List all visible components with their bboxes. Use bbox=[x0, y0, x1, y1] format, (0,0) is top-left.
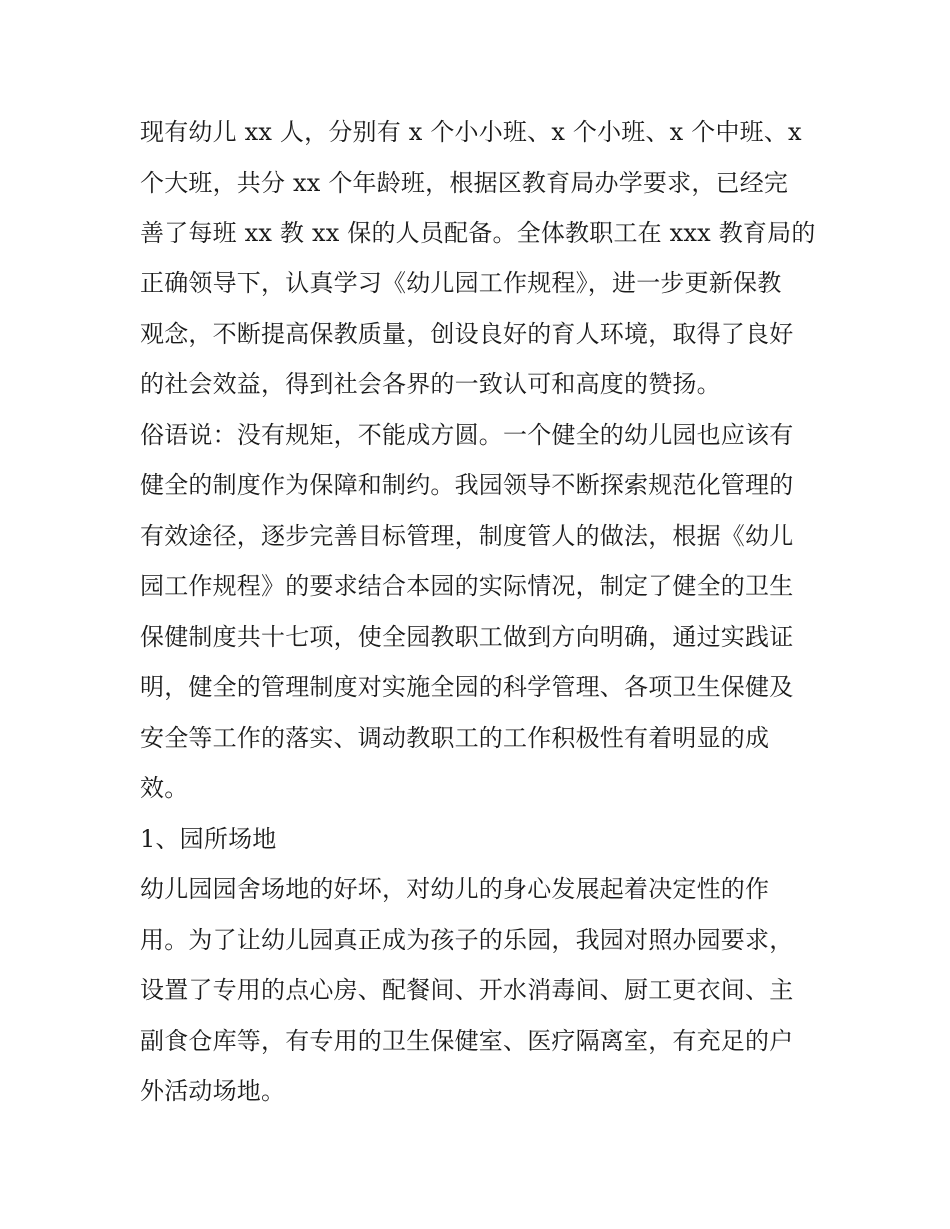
paragraph-line: 的社会效益，得到社会各界的一致认可和高度的赞扬。 bbox=[140, 370, 721, 398]
paragraph-line: 副食仓库等，有专用的卫生保健室、医疗隔离室，有充足的户 bbox=[140, 1027, 794, 1055]
paragraph-line: 效。 bbox=[140, 774, 189, 802]
paragraph-line: 个大班，共分 xx 个年龄班，根据区教育局办学要求，已经完 bbox=[140, 169, 789, 197]
paragraph-line: 安全等工作的落实、调动教职工的工作积极性有着明显的成 bbox=[140, 724, 770, 752]
paragraph-line: 明，健全的管理制度对实施全园的科学管理、各项卫生保健及 bbox=[140, 673, 794, 701]
section-heading: 1、园所场地 bbox=[140, 825, 277, 853]
paragraph-line: 外活动场地。 bbox=[140, 1077, 286, 1105]
paragraph-line: 幼儿园园舍场地的好坏，对幼儿的身心发展起着决定性的作 bbox=[140, 875, 770, 903]
paragraph-line: 设置了专用的点心房、配餐间、开水消毒间、厨工更衣间、主 bbox=[140, 976, 794, 1004]
paragraph-line: 正确领导下，认真学习《幼儿园工作规程》，进一步更新保教 bbox=[140, 269, 782, 297]
paragraph-line: 俗语说：没有规矩，不能成方圆。一个健全的幼儿园也应该有 bbox=[140, 421, 794, 449]
paragraph-line: 观念，不断提高保教质量，创设良好的育人环境，取得了良好 bbox=[140, 320, 794, 348]
paragraph-line: 健全的制度作为保障和制约。我园领导不断探索规范化管理的 bbox=[140, 471, 794, 499]
paragraph-line: 善了每班 xx 教 xx 保的人员配备。全体教职工在 xxx 教育局的 bbox=[140, 219, 816, 247]
paragraph-line: 现有幼儿 xx 人，分别有 x 个小小班、x 个小班、x 个中班、x bbox=[140, 118, 802, 146]
paragraph-line: 保健制度共十七项，使全园教职工做到方向明确，通过实践证 bbox=[140, 623, 794, 651]
paragraph-line: 园工作规程》的要求结合本园的实际情况，制定了健全的卫生 bbox=[140, 572, 794, 600]
paragraph-line: 用。为了让幼儿园真正成为孩子的乐园，我园对照办园要求， bbox=[140, 926, 794, 954]
paragraph-line: 有效途径，逐步完善目标管理，制度管人的做法，根据《幼儿 bbox=[140, 522, 794, 550]
